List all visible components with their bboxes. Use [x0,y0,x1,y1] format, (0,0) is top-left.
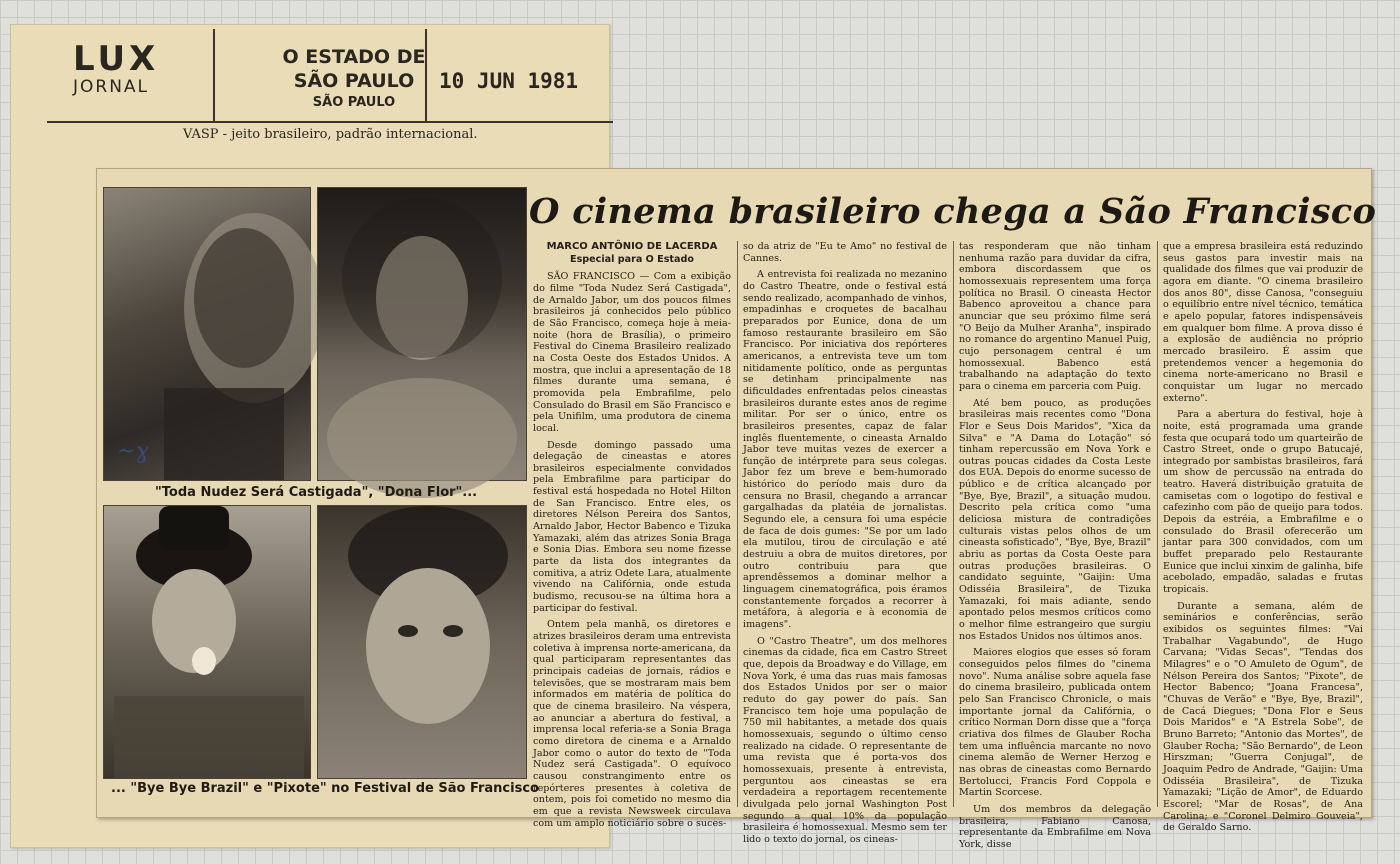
newspaper-clipping [96,168,1377,850]
paragraph: Desde domingo passado uma delegação de cineastas e atores brasileiros especialmente convidados pela Embrafilme para participar do festival está hospedada no Hotel Hilton de San Francisco. Entre eles, os diretores Nélson Pereira dos Santos, Arnaldo Jabor, Hector Babenco e Tizuka Yamazaki, além das atrizes Sonia Braga e Sonia Dias. Embora seu nome fizesse parte da lista dos integrantes da comitiva, a atriz Odete Lara, atualmente vivendo na Califórnia, onde estuda budismo, recusou-se na última hora a participar do festival. [533,439,731,614]
photo-bye-bye-brazil [103,505,311,779]
paragraph: O "Castro Theatre", um dos melhores cinemas da cidade, fica em Castro Street que, depois da Broadway e do Village, em Nova York, é uma das ruas mais famosas dos Estados Unidos por ser o maior reduto do gay power do país. San Francisco tem hoje uma população de 750 mil habitantes, a metade dos quais homossexuais, segundo o último censo realizado na cidade. O representante de uma revista que é porta-vos dos homossexuais, presente à entrevista, perguntou aos cineastas se era verdadeira a reportagem recentemente divulgada pelo jornal Washington Post segundo a qual 10% da população brasileira é homossexual. Mesmo sem ter lido o texto do jornal, os cineas- [743,635,947,845]
photo-actress-image [318,188,526,480]
newspaper-block [259,45,449,110]
handwritten-mark: ~ɣ [117,439,149,464]
article-column-2 [743,241,947,845]
header-divider [213,29,215,121]
paragraph: Ontem pela manhã, os diretores e atrizes brasileiros deram uma entrevista coletiva à imprensa norte-americana, da qual participaram representantes das principais cadeias de jornais, rádios e televisões, que se mostraram mais bem informados em matéria de política do que de cinema brasileiro. Na véspera, ao anunciar a abertura do festival, a imprensa local referia-se a Sonia Braga como diretora de cinema e a Arnaldo Jabor como o autor do texto de "Toda Nudez será Castigada". O equívoco causou constrangimento entre os repórteres presentes à coletiva de ontem, pois foi cometido no mesmo dia em que a revista Newsweek circulava com um amplo noticiário sobre o suces- [533,619,731,829]
photo-clown-image [104,506,310,778]
publication-subtitle: JORNAL [73,77,150,97]
photo-actor-image [104,188,310,480]
photo-pixote [317,505,527,779]
article-author: MARCO ANTÔNIO DE LACERDA [546,241,718,252]
paragraph: so da atriz de "Eu te Amo" no festival de Cannes. [743,241,947,264]
photo-actress [317,187,527,481]
photo-actor [103,187,311,481]
paragraph: tas responderam que não tinham nenhuma razão para duvidar da cifra, embora discordassem que os homossexuais representem uma força política no Brasil. O cineasta Hector Babenco aproveitou a chance para anunciar que seu próximo filme será "O Beijo da Mulher Aranha", inspirado no romance do argentino Manuel Puig, cujo personagem central é um homossexual. Babenco está trabalhando na adaptação do texto para o cinema em parceria com Puig. [959,241,1151,392]
card-header [33,25,609,145]
article-headline: O cinema brasileiro chega a São Francisco [529,191,1377,232]
article-column-4 [1163,241,1363,834]
article-author-role: Especial para O Estado [570,253,694,265]
column-rule [1157,241,1158,807]
lux-logo [73,39,159,97]
paragraph: Até bem pouco, as produções brasileiras mais recentes como "Dona Flor e Seus Dois Maridos", "Xica da Silva" e "A Dama do Lotação" só tinham repercussão em Nova York e outras poucas cidades da Costa Leste dos EUA. Depois do enorme sucesso de público e de crítica alcançado por "Bye, Bye, Brazil", a situação mudou. Descrito pela crítica como "uma deliciosa mistura de contradições culturais vistas pelos olhos de um cineasta sofisticado", "Bye, Bye, Brazil" abriu as portas da Costa Oeste para outras produções brasileiras. O candidato seguinte, "Gaijin: Uma Odisséia Brasileira", de Tizuka Yamazaki, foi mais adiante, sendo apontado pelos mesmos críticos como o melhor filme estrangeiro que surgiu nos Estados Unidos nos últimos anos. [959,397,1151,642]
paragraph: Um dos membros da delegação brasileira, Fabiano Canosa, representante da Embrafilme em Nova York, disse [959,803,1151,850]
paragraph: Para a abertura do festival, hoje à noite, está programada uma grande festa que ocupará todo um quarteirão de Castro Street, onde o grupo Batucajé, integrado por sambistas brasileiros, fará um show de percussão na entrada do teatro. Haverá distribuição gratuita de camisetas com o logotipo do festival e cafezinho com pão de queijo para todos. Depois da estréia, a Embrafilme e o consulado do Brasil oferecerão um jantar para 300 convidados, com um buffet preparado pelo Restaurante Eunice que inclui xinxim de galinha, bife acebolado, empadão, saladas e frutas tropicais. [1163,409,1363,596]
photo-caption-top: "Toda Nudez Será Castigada", "Dona Flor"... [155,485,478,500]
article-column-3 [959,241,1151,850]
newspaper-name-line2: SÃO PAULO [293,70,415,92]
paragraph: Durante a semana, além de seminários e conferências, serão exibidos os seguintes filmes: "Vai Trabalhar Vagabundo", de Hugo Carvana; "Vidas Secas", "Tendas dos Milagres" e o "O Amuleto de Ogum", de Nélson Pereira dos Santos; "Pixote", de Hector Babenco; "Joana Francesa", "Chuvas de Verão" e "Bye, Bye, Brazil", de Cacá Diegues; "Dona Flor e Seus Dois Maridos" e "A Estrela Sobe", de Bruno Barreto; "Antonio das Mortes", de Glauber Rocha; "São Bernardo", de Leon Hirszman; "Guerra Conjugal", de Joaquim Pedro de Andrade, "Gaijin: Uma Odisséia Brasileira", de Tizuka Yamazaki; "Lição de Amor", de Eduardo Escorel; "Mar de Rosas", de Ana Carolina; e "Coronel Delmiro Gouveia", de Geraldo Sarno. [1163,600,1363,834]
photo-caption-bottom: ... "Bye Bye Brazil" e "Pixote" no Festival de São Francisco [111,781,539,796]
column-rule [737,241,738,807]
column-rule [953,241,954,807]
paragraph: A entrevista foi realizada no mezanino do Castro Theatre, onde o festival está sendo realizado, acompanhado de vinhos, empadinhas e croquetes de bacalhau preparados por Eunice, dona de um famoso restaurante brasileiro em São Francisco. Por iniciativa dos repórteres americanos, a entrevista teve um tom nitidamente político, onde as perguntas se detinham principalmente nas dificuldades enfrentadas pelos cineastas brasileiros durante estes anos de regime militar. Por ser o único, entre os brasileiros presentes, capaz de falar inglês fluentemente, o cineasta Arnaldo Jabor teve muitas vezes de exercer a função de intérprete para seus colegas. Jabor fez um breve e bem-humorado histórico do período mais duro da censura no Brasil, chegando a arrancar gargalhadas da platéia de jornalistas. Segundo ele, a censura foi uma espécie de faca de dois gumes: "Se por um lado ela mutilou, tirou de circulação e até destruiu a obra de muitos diretores, por outro contribuiu para que aprendêssemos a dominar melhor a linguagem cinematográfica, pois éramos constantemente forçados a recorrer à metáfora, à alegoria e à economia de imagens". [743,269,947,630]
newspaper-city: SÃO PAULO [312,95,396,110]
photo-boy-image [318,506,526,778]
paragraph: Maiores elogios que esses só foram conseguidos pelos filmes do "cinema novo". Numa análise sobre aquela fase do cinema brasileiro, publicada ontem pelo San Francisco Chronicle, o mais importante jornal da Califórnia, o crítico Norman Dorn disse que a "força criativa dos filmes de Glauber Rocha tem uma influência marcante no novo cinema alemão de Werner Herzog e nas obras de cineastas como Bernardo Bertolucci, Francis Ford Coppola e Martin Scorcese. [959,647,1151,799]
newspaper-name-line1: O ESTADO DE [282,46,426,68]
slogan: VASP - jeito brasileiro, padrão internacional. [183,127,478,142]
publication-name: LUX [73,39,160,79]
header-rule [47,121,613,123]
date-stamp: 10 JUN 1981 [439,69,579,93]
paragraph: SÃO FRANCISCO — Com a exibição do filme "Toda Nudez Será Castigada", de Arnaldo Jabor, um dos poucos filmes brasileiros já conhecidos pelo público de São Francisco, começa hoje à meia-noite (hora de Brasília), o primeiro Festival do Cinema Brasileiro realizado na Costa Oeste dos Estados Unidos. A mostra, que inclui a apresentação de 18 filmes durante uma semana, é promovida pela Embrafilme, pelo Consulado do Brasil em São Francisco e pela Unifilm, uma produtora de cinema local. [533,271,731,434]
paragraph: que a empresa brasileira está reduzindo seus gastos para investir mais na qualidade dos filmes que vai produzir de agora em diante. "O cinema brasileiro dos anos 80", disse Canosa, "conseguiu o equilíbrio entre nível técnico, temática e apelo popular, fatores indispensáveis em qualquer bom filme. A prova disso é a explosão de audiência no próprio mercado brasileiro. É assim que pretendemos vencer a hegemonia do cinema norte-americano no Brasil e conquistar um lugar no mercado externo". [1163,241,1363,404]
article-column-1 [533,241,731,829]
